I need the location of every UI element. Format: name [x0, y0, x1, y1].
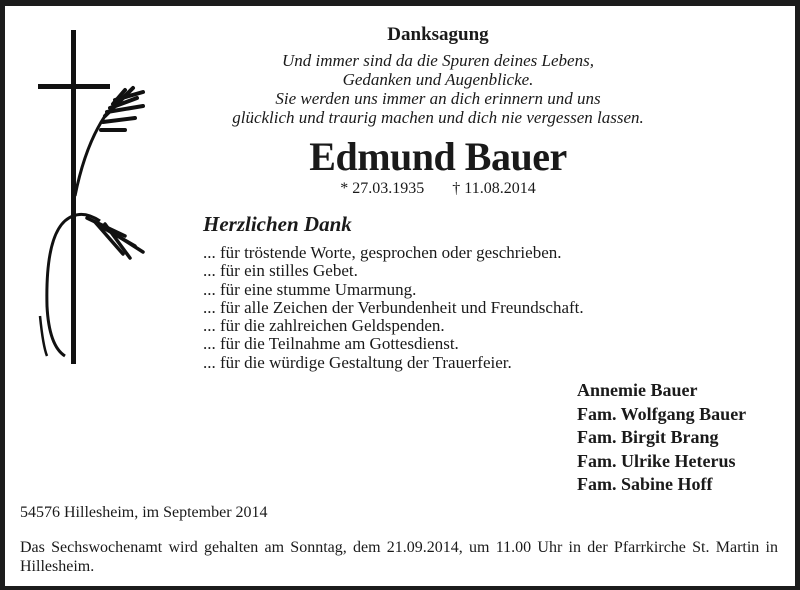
list-item: ... für tröstende Worte, gesprochen oder geschrieben.	[203, 243, 562, 262]
birth-date: * 27.03.1935	[340, 180, 425, 197]
mourner: Fam. Wolfgang Bauer	[577, 403, 747, 424]
thanks-heading: Herzlichen Dank	[203, 212, 352, 236]
mourner: Annemie Bauer	[577, 380, 698, 400]
verse-line: Gedanken und Augenblicke.	[342, 70, 534, 89]
list-item: ... für die Teilnahme am Gottesdienst.	[203, 334, 459, 354]
deceased-name: Edmund Bauer	[309, 134, 567, 179]
list-item: ... für ein stilles Gebet.	[203, 261, 358, 281]
verse-line: glücklich und traurig machen und dich nie vergessen lassen.	[232, 108, 644, 127]
service-notice: Das Sechswochenamt wird gehalten am Sonntag, dem 21.09.2014, um 11.00 Uhr in der Pfarrkirche St. Martin in Hillesheim.	[20, 539, 778, 575]
list-item: ... für die zahlreichen Geldspenden.	[203, 316, 445, 336]
death-date: † 11.08.2014	[452, 180, 536, 197]
list-item: ... für die würdige Gestaltung der Trauerfeier.	[203, 352, 512, 372]
list-item: ... für eine stumme Umarmung.	[203, 279, 417, 299]
verse-line: Sie werden uns immer an dich erinnern und uns	[275, 89, 601, 108]
life-dates	[5, 180, 795, 198]
obituary-card	[5, 6, 795, 586]
mourner: Fam. Birgit Brang	[577, 427, 719, 447]
mourner: Fam. Sabine Hoff	[577, 474, 713, 494]
mourner: Fam. Ulrike Heterus	[577, 450, 736, 471]
thanks-list	[203, 244, 584, 372]
list-item: ... für alle Zeichen der Verbundenheit und Freundschaft.	[203, 297, 584, 317]
mourners-list	[577, 379, 746, 497]
verse-line: Und immer sind da die Spuren deines Lebens,	[282, 51, 594, 70]
verse	[5, 51, 795, 127]
place-date: 54576 Hillesheim, im September 2014	[20, 504, 268, 521]
heading: Danksagung	[387, 24, 489, 45]
